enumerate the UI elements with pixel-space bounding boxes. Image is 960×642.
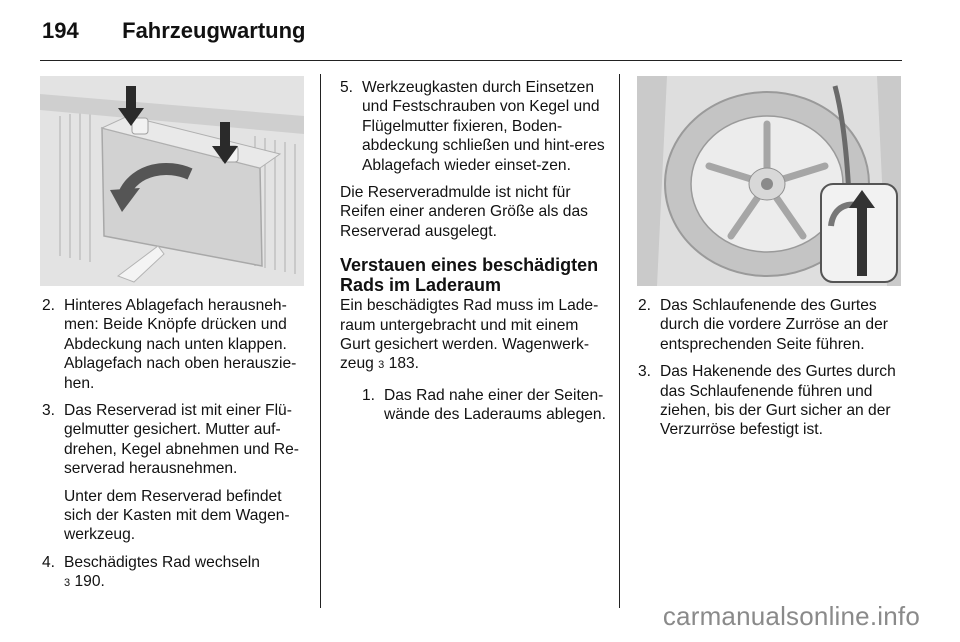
storage-compartment-illustration bbox=[40, 76, 304, 286]
step-number: 2. bbox=[638, 297, 652, 314]
step-3-hook-strap bbox=[638, 362, 902, 440]
section-intro bbox=[340, 296, 606, 376]
step-1-place-wheel bbox=[362, 386, 606, 425]
step-text: Hinteres Ablagefach herausneh-men: Beide Knöpfe drücken und Abdeckung nach unten klappen. Ablagefach nach oben herauszie-hen. bbox=[64, 297, 297, 392]
page-reference-link[interactable]: 183. bbox=[388, 355, 419, 373]
step-text: Das Rad nahe einer der Seiten-wände des Laderaums ablegen. bbox=[384, 386, 606, 424]
step-text: Beschädigtes Rad wechseln bbox=[64, 553, 260, 571]
page-header bbox=[42, 18, 305, 44]
spare-wheel-well-note: Die Reserveradmulde ist nicht für Reifen einer anderen Größe als das Reserverad ausgelegt. bbox=[340, 184, 588, 240]
step-number: 1. bbox=[362, 386, 376, 404]
column-divider-1 bbox=[320, 74, 321, 608]
column-right bbox=[638, 296, 902, 448]
step-2-remove-storage-compartment bbox=[42, 296, 304, 393]
page-title: Fahrzeugwartung bbox=[122, 18, 306, 43]
step-text: Das Hakenende des Gurtes durch das Schlaufenende führen und ziehen, bis der Gurt sicher an der Verzurröse befestigt ist. bbox=[660, 363, 896, 439]
page-reference-arrow-icon: 3 bbox=[64, 577, 71, 590]
step-number: 3. bbox=[42, 402, 56, 420]
column-middle bbox=[340, 78, 606, 433]
step-text: Das Schlaufenende des Gurtes durch die vordere Zurröse an der entsprechenden Seite führen. bbox=[660, 297, 888, 353]
page-reference-link[interactable]: 190. bbox=[74, 573, 105, 591]
step-text: Das Reserverad ist mit einer Flü-gelmutter gesichert. Mutter auf-drehen, Kegel abnehmen und Re-serverad herausnehmen. bbox=[64, 402, 299, 478]
step-number: 5. bbox=[340, 79, 354, 96]
step-number: 2. bbox=[42, 297, 56, 314]
spare-wheel-strap-illustration bbox=[637, 76, 901, 286]
step-3-remove-spare-wheel bbox=[42, 401, 304, 479]
section-intro-text: Ein beschädigtes Rad muss im Lade-raum untergebracht und mit einem Gurt gesichert werden. Wagenwerk-zeug bbox=[340, 297, 599, 373]
column-divider-2 bbox=[619, 74, 620, 608]
step-number: 4. bbox=[42, 553, 56, 571]
page-reference-arrow-icon: 3 bbox=[378, 359, 385, 372]
step-4-change-wheel bbox=[42, 553, 304, 594]
watermark: carmanualsonline.info bbox=[662, 601, 920, 631]
step-2-loop-strap bbox=[638, 296, 902, 354]
column-left bbox=[42, 296, 304, 602]
header-rule bbox=[40, 60, 902, 61]
section-heading: Verstauen eines beschädigten Rads im Laderaum bbox=[340, 255, 599, 296]
step-text: Werkzeugkasten durch Einsetzen und Festschrauben von Kegel und Flügelmutter fixieren, Boden-abdeckung schließen und hint-eres Ablagefach wieder einset-zen. bbox=[362, 79, 605, 174]
step-number: 3. bbox=[638, 363, 652, 381]
step-3-note: Unter dem Reserverad befindet sich der Kasten mit dem Wagen-werkzeug. bbox=[64, 487, 290, 544]
step-5-fix-toolbox bbox=[340, 78, 606, 175]
page-number: 194 bbox=[42, 18, 79, 43]
